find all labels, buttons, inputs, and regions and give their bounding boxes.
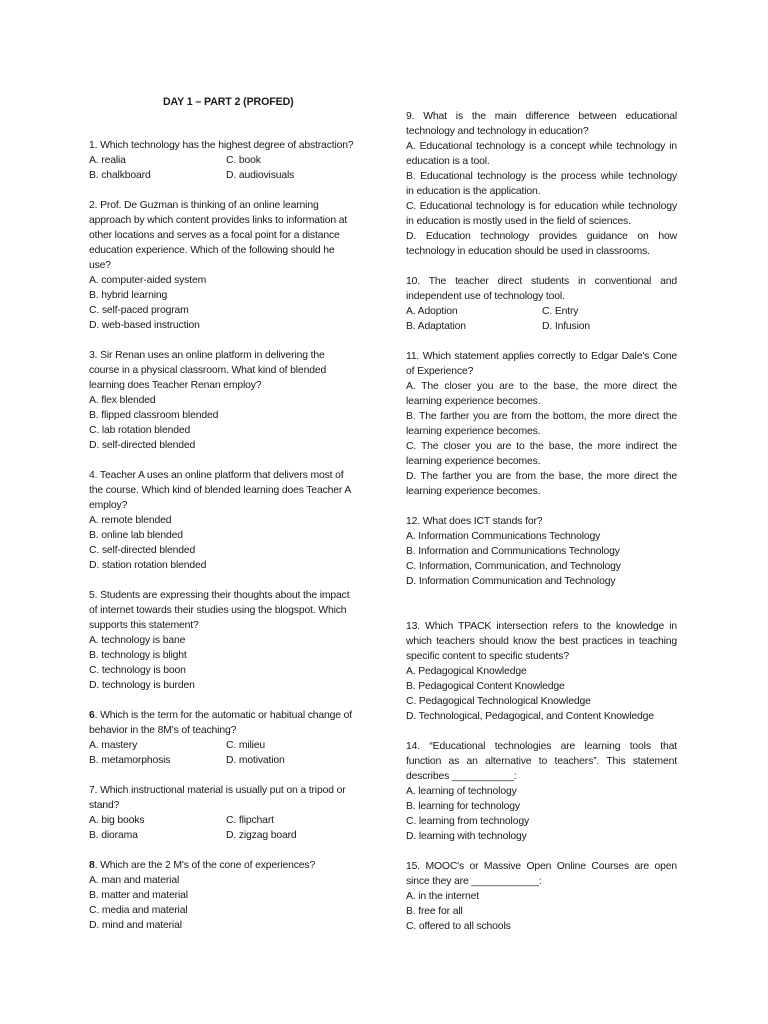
option-c: C. self-directed blended	[89, 545, 196, 556]
option-b: B. technology is blight	[89, 650, 187, 661]
question-5	[89, 588, 365, 693]
question-2	[89, 198, 365, 333]
option-d: D. zigzag board	[226, 830, 297, 841]
option-a: A. big books	[89, 815, 145, 826]
question-line: education experience. Which of the following should he	[89, 245, 335, 256]
option-b: B. chalkboard	[89, 170, 151, 181]
question-line: independent use of technology tool.	[406, 291, 565, 302]
option-line: B. The farther you are from the bottom, the more direct the	[406, 411, 677, 422]
question-line: specific content to specific students?	[406, 651, 569, 662]
option-c: C. technology is boon	[89, 665, 186, 676]
question-8	[89, 858, 365, 933]
question-10	[406, 274, 677, 334]
question-3	[89, 348, 365, 453]
option-row	[89, 828, 365, 843]
option-a: A. flex blended	[89, 395, 156, 406]
question-line-text: . Which is the term for the automatic or habitual change of	[94, 710, 353, 721]
option-a: A. learning of technology	[406, 786, 517, 797]
option-c: C. Pedagogical Technological Knowledge	[406, 696, 591, 707]
option-c: C. offered to all schools	[406, 921, 511, 932]
option-c: C. self-paced program	[89, 305, 189, 316]
option-d: D. Technological, Pedagogical, and Content Knowledge	[406, 711, 654, 722]
question-12	[406, 514, 677, 589]
option-b: B. flipped classroom blended	[89, 410, 219, 421]
question-line: employ?	[89, 500, 128, 511]
question-line: behavior in the 8M's of teaching?	[89, 725, 237, 736]
question-line: 15. MOOC's or Massive Open Online Courses are open	[406, 861, 677, 872]
question-13	[406, 619, 677, 724]
option-b: B. learning for technology	[406, 801, 520, 812]
option-a: A. realia	[89, 155, 126, 166]
question-4	[89, 468, 365, 573]
question-6	[89, 708, 365, 768]
option-a: A. Information Communications Technology	[406, 531, 601, 542]
question-line: of internet towards their studies using the blogspot. Which	[89, 605, 347, 616]
option-c: C. book	[226, 155, 261, 166]
option-c: C. learning from technology	[406, 816, 530, 827]
option-line: D. The farther you are from the base, the more direct the	[406, 471, 677, 482]
question-line: 11. Which statement applies correctly to Edgar Dale's Cone	[406, 351, 677, 362]
option-line: learning experience becomes.	[406, 396, 541, 407]
option-c: C. milieu	[226, 740, 266, 751]
option-a: A. man and material	[89, 875, 180, 886]
option-d: D. station rotation blended	[89, 560, 207, 571]
question-line: 10. The teacher direct students in conventional and	[406, 276, 677, 287]
question-line: learning does Teacher Renan employ?	[89, 380, 262, 391]
question-line: 5. Students are expressing their thoughts about the impact	[89, 590, 350, 601]
option-row	[406, 319, 677, 334]
option-row	[406, 304, 677, 319]
option-row	[89, 153, 365, 168]
option-b: B. diorama	[89, 830, 138, 841]
option-d: D. mind and material	[89, 920, 182, 931]
question-7	[89, 783, 365, 843]
question-line: since they are ____________:	[406, 876, 542, 887]
question-line: 7. Which instructional material is usually put on a tripod or	[89, 785, 346, 796]
question-15	[406, 859, 677, 934]
question-line: 13. Which TPACK intersection refers to the knowledge in	[406, 621, 677, 632]
option-c: C. flipchart	[226, 815, 274, 826]
option-row	[89, 738, 365, 753]
option-line: D. Education technology provides guidance on how	[406, 231, 677, 242]
option-line: education is a tool.	[406, 156, 490, 167]
left-column	[89, 138, 365, 948]
question-1	[89, 138, 365, 183]
question-line: which teachers should know the best practices in teaching	[406, 636, 677, 647]
question-text: 1. Which technology has the highest degree of abstraction?	[89, 140, 354, 151]
option-b: B. Adaptation	[406, 321, 466, 332]
question-line: course in a physical classroom. What kind of blended	[89, 365, 327, 376]
question-line: 2. Prof. De Guzman is thinking of an online learning	[89, 200, 319, 211]
option-b: B. Pedagogical Content Knowledge	[406, 681, 565, 692]
option-a: A. Adoption	[406, 306, 458, 317]
option-d: D. motivation	[226, 755, 285, 766]
question-line: 4. Teacher A uses an online platform that delivers most of	[89, 470, 344, 481]
question-number: 6	[89, 710, 95, 721]
option-b: B. free for all	[406, 906, 463, 917]
option-c: C. Information, Communication, and Technology	[406, 561, 621, 572]
option-a: A. Pedagogical Knowledge	[406, 666, 527, 677]
option-a: A. technology is bane	[89, 635, 186, 646]
option-line: B. Educational technology is the process while technology	[406, 171, 677, 182]
option-d: D. learning with technology	[406, 831, 527, 842]
option-b: B. hybrid learning	[89, 290, 168, 301]
question-number: 8	[89, 860, 95, 871]
option-b: B. Information and Communications Technology	[406, 546, 620, 557]
option-row	[89, 753, 365, 768]
option-d: D. self-directed blended	[89, 440, 196, 451]
option-line: A. Educational technology is a concept while technology in	[406, 141, 677, 152]
question-line: supports this statement?	[89, 620, 199, 631]
option-b: B. matter and material	[89, 890, 188, 901]
option-c: C. lab rotation blended	[89, 425, 191, 436]
option-line: technology in education should be used in classrooms.	[406, 246, 650, 257]
question-11	[406, 349, 677, 499]
question-9	[406, 109, 677, 259]
page-title: DAY 1 – PART 2 (PROFED)	[163, 96, 294, 108]
option-a: A. in the internet	[406, 891, 479, 902]
question-line	[89, 708, 365, 723]
question-line: use?	[89, 260, 111, 271]
question-line: 9. What is the main difference between educational	[406, 111, 677, 122]
option-d: D. web-based instruction	[89, 320, 200, 331]
option-line: in education is the application.	[406, 186, 541, 197]
question-line: describes ___________:	[406, 771, 517, 782]
option-line: learning experience becomes.	[406, 426, 541, 437]
question-line: other locations and serves as a focal point for a distance	[89, 230, 340, 241]
option-c: C. Entry	[542, 306, 579, 317]
option-row	[89, 168, 365, 183]
option-a: A. remote blended	[89, 515, 172, 526]
question-line: function as an alternative to teachers”. This statement	[406, 756, 677, 767]
option-line: C. Educational technology is for education while technology	[406, 201, 677, 212]
option-d: D. Infusion	[542, 321, 591, 332]
option-a: A. mastery	[89, 740, 138, 751]
option-line: learning experience becomes.	[406, 486, 541, 497]
right-column	[406, 109, 677, 949]
option-b: B. metamorphosis	[89, 755, 171, 766]
option-c: C. media and material	[89, 905, 188, 916]
question-line: 14. “Educational technologies are learning tools that	[406, 741, 677, 752]
question-14	[406, 739, 677, 844]
option-d: D. audiovisuals	[226, 170, 295, 181]
question-line: 12. What does ICT stands for?	[406, 516, 543, 527]
option-line: A. The closer you are to the base, the more direct the	[406, 381, 677, 392]
option-line: learning experience becomes.	[406, 456, 541, 467]
option-d: D. technology is burden	[89, 680, 195, 691]
question-line: stand?	[89, 800, 120, 811]
question-line: technology and technology in education?	[406, 126, 589, 137]
option-line: C. The closer you are to the base, the more indirect the	[406, 441, 677, 452]
question-line: of Experience?	[406, 366, 474, 377]
option-d: D. Information Communication and Technology	[406, 576, 616, 587]
option-b: B. online lab blended	[89, 530, 183, 541]
question-line	[89, 858, 365, 873]
option-line: in education is mostly used in the field of sciences.	[406, 216, 631, 227]
option-a: A. computer-aided system	[89, 275, 207, 286]
question-line: the course. Which kind of blended learning does Teacher A	[89, 485, 352, 496]
question-line: 3. Sir Renan uses an online platform in delivering the	[89, 350, 325, 361]
question-line-text: . Which are the 2 M's of the cone of experiences?	[94, 860, 316, 871]
question-line: approach by which content provides links to information at	[89, 215, 348, 226]
option-row	[89, 813, 365, 828]
